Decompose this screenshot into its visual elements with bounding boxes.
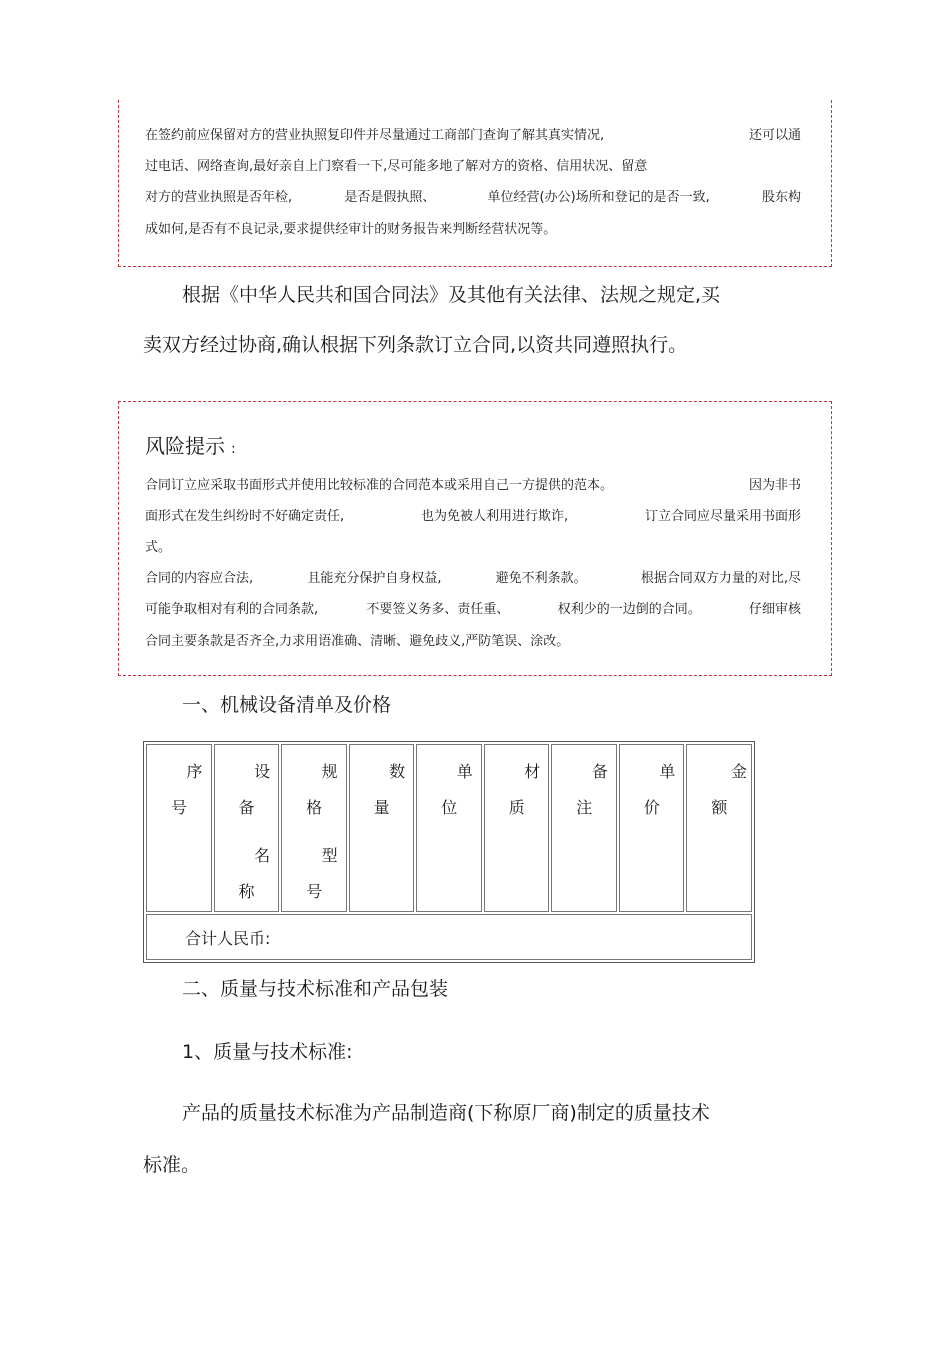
notice-text: 单位经营(办公)场所和登记的是否一致,: [487, 190, 710, 205]
notice-line: 成如何,是否有不良记录,要求提供经审计的财务报告来判断经营状况等。: [145, 222, 557, 237]
header-char: 格: [306, 798, 323, 817]
notice-line: 过电话、网络查询,最好亲自上门察看一下,尽可能多地了解对方的资格、信用状况、留意: [145, 159, 648, 174]
risk-text: 权利少的一边倒的合同。: [557, 602, 701, 617]
header-quantity: [349, 744, 415, 912]
notice-text: 在签约前应保留对方的营业执照复印件并尽量通过工商部门查询了解其真实情况,: [145, 128, 605, 143]
header-unit-price: [619, 744, 685, 912]
risk-text: 合同订立应采取书面形式并使用比较标准的合同范本或采用自己一方提供的范本。: [145, 478, 614, 493]
section-heading-equipment: 一、机械设备清单及价格: [182, 694, 392, 716]
notice-text: 还可以通: [748, 128, 801, 143]
risk-line: [145, 594, 801, 625]
risk-text: 合同的内容应合法,: [145, 571, 254, 586]
header-material: [484, 744, 550, 912]
header-char: 型: [321, 846, 338, 865]
risk-text: 不要签义务多、责任重、: [366, 602, 510, 617]
header-char: 金: [730, 762, 747, 781]
header-char: 号: [306, 882, 323, 901]
risk-title: [145, 430, 236, 459]
total-cell: [146, 914, 752, 960]
header-char: 备: [591, 762, 608, 781]
notice-box-top: [118, 100, 832, 267]
header-char: 备: [238, 798, 255, 817]
risk-line: [145, 470, 801, 501]
header-char: 质: [508, 798, 525, 817]
header-amount: [686, 744, 752, 912]
risk-title-colon: :: [231, 441, 236, 457]
header-seq: [146, 744, 212, 912]
header-char: 注: [576, 798, 593, 817]
notice-text: 对方的营业执照是否年检,: [145, 190, 293, 205]
section-heading-quality: 二、质量与技术标准和产品包装: [182, 978, 449, 1000]
total-label: 合计人民币:: [185, 928, 271, 948]
equipment-table: [143, 741, 755, 963]
risk-text: 可能争取相对有利的合同条款,: [145, 602, 319, 617]
header-char: 序: [186, 762, 203, 781]
notice-text: 股东构: [761, 190, 801, 205]
notice-text: 是否是假执照、: [344, 190, 436, 205]
header-char: 价: [643, 798, 660, 817]
risk-text: 根据合同双方力量的对比,尽: [640, 571, 801, 586]
risk-text: 也为免被人利用进行欺诈,: [420, 509, 569, 524]
table-header-row: [146, 744, 752, 912]
header-device-name: [214, 744, 280, 912]
risk-title-text: 风险提示: [145, 434, 225, 458]
risk-notice-box: [118, 401, 832, 676]
risk-line: [145, 563, 801, 594]
header-char: 量: [373, 798, 390, 817]
header-char: 材: [524, 762, 541, 781]
subsection-heading-standards: 1、质量与技术标准:: [182, 1041, 353, 1063]
body-line-2: 标准。: [143, 1154, 201, 1176]
header-char: 号: [171, 798, 188, 817]
header-char: 单: [456, 762, 473, 781]
risk-text: 订立合同应尽量采用书面形: [644, 509, 801, 524]
header-spec-model: [281, 744, 347, 912]
notice-line: [145, 182, 801, 213]
risk-text: 仔细审核: [748, 602, 801, 617]
notice-line: [145, 120, 801, 151]
risk-text: 且能充分保护自身权益,: [307, 571, 442, 586]
risk-line: 式。: [145, 540, 172, 555]
intro-line-2: 卖双方经过协商,确认根据下列条款订立合同,以资共同遵照执行。: [143, 334, 688, 356]
intro-line-1: 根据《中华人民共和国合同法》及其他有关法律、法规之规定,买: [182, 284, 721, 306]
header-char: 单: [659, 762, 676, 781]
risk-line: [145, 501, 801, 532]
risk-line: 合同主要条款是否齐全,力求用语准确、清晰、避免歧义,严防笔误、涂改。: [145, 634, 570, 649]
header-char: 位: [441, 798, 458, 817]
header-char: 数: [389, 762, 406, 781]
header-unit: [416, 744, 482, 912]
table-total-row: [146, 914, 752, 960]
header-char: 称: [238, 882, 255, 901]
header-char: 额: [711, 798, 728, 817]
body-line-1: 产品的质量技术标准为产品制造商(下称原厂商)制定的质量技术: [182, 1102, 710, 1124]
header-char: 规: [321, 762, 338, 781]
risk-text: 避免不利条款。: [495, 571, 587, 586]
header-char: 设: [254, 762, 271, 781]
header-remarks: [551, 744, 617, 912]
risk-text: 因为非书: [748, 478, 801, 493]
header-char: 名: [254, 846, 271, 865]
risk-text: 面形式在发生纠纷时不好确定责任,: [145, 509, 345, 524]
